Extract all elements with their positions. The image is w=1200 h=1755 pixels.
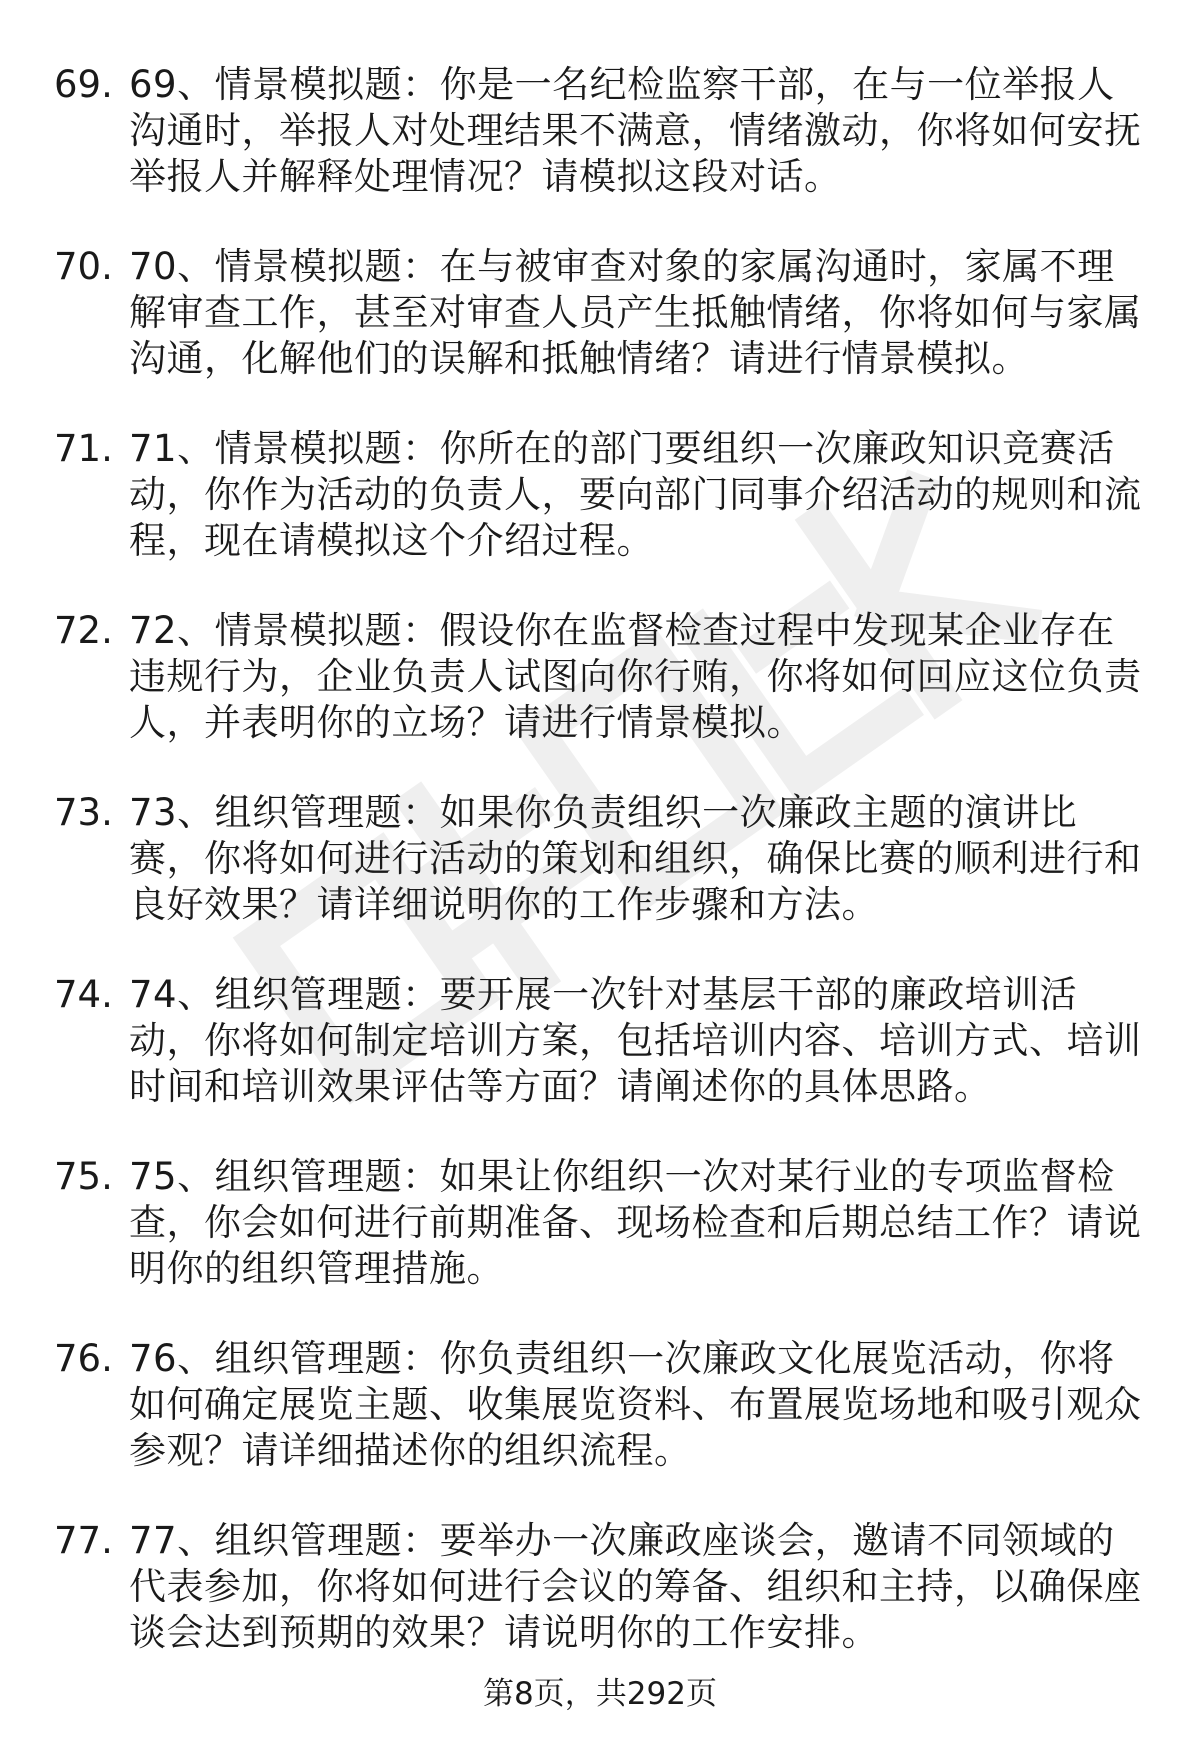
- question-item-76: [0, 1336, 1200, 1518]
- question-item-71: [0, 426, 1200, 608]
- question-text: 75、组织管理题：如果让你组织一次对某行业的专项监督检查，你会如何进行前期准备、现场检查和后期总结工作？请说明你的组织管理措施。: [129, 1155, 1142, 1290]
- question-text: 72、情景模拟题：假设你在监督检查过程中发现某企业存在违规行为，企业负责人试图向你行贿，你将如何回应这位负责人，并表明你的立场？请进行情景模拟。: [129, 609, 1142, 744]
- question-item-75: [0, 1154, 1200, 1336]
- question-number: 71.: [54, 427, 113, 470]
- question-text: 71、情景模拟题：你所在的部门要组织一次廉政知识竞赛活动，你作为活动的负责人，要向部门同事介绍活动的规则和流程，现在请模拟这个介绍过程。: [129, 427, 1142, 562]
- question-list: [0, 62, 1200, 1700]
- question-item-69: [0, 62, 1200, 244]
- question-number: 74.: [54, 973, 113, 1016]
- question-text: 70、情景模拟题：在与被审查对象的家属沟通时，家属不理解审查工作，甚至对审查人员产生抵触情绪，你将如何与家属沟通，化解他们的误解和抵触情绪？请进行情景模拟。: [129, 245, 1142, 380]
- question-item-77: [0, 1518, 1200, 1700]
- question-text: 69、情景模拟题：你是一名纪检监察干部，在与一位举报人沟通时，举报人对处理结果不满意，情绪激动，你将如何安抚举报人并解释处理情况？请模拟这段对话。: [129, 63, 1142, 198]
- question-text: 73、组织管理题：如果你负责组织一次廉政主题的演讲比赛，你将如何进行活动的策划和组织，确保比赛的顺利进行和良好效果？请详细说明你的工作步骤和方法。: [129, 791, 1142, 926]
- question-number: 77.: [54, 1519, 113, 1562]
- question-number: 75.: [54, 1155, 113, 1198]
- question-number: 70.: [54, 245, 113, 288]
- question-number: 73.: [54, 791, 113, 834]
- question-number: 76.: [54, 1337, 113, 1380]
- question-item-72: [0, 608, 1200, 790]
- question-item-73: [0, 790, 1200, 972]
- question-text: 76、组织管理题：你负责组织一次廉政文化展览活动，你将如何确定展览主题、收集展览资料、布置展览场地和吸引观众参观？请详细描述你的组织流程。: [129, 1337, 1142, 1472]
- question-text: 74、组织管理题：要开展一次针对基层干部的廉政培训活动，你将如何制定培训方案，包括培训内容、培训方式、培训时间和培训效果评估等方面？请阐述你的具体思路。: [129, 973, 1142, 1108]
- question-number: 72.: [54, 609, 113, 652]
- question-item-74: [0, 972, 1200, 1154]
- page-indicator: 第8页，共292页: [483, 1676, 717, 1712]
- question-text: 77、组织管理题：要举办一次廉政座谈会，邀请不同领域的代表参加，你将如何进行会议的筹备、组织和主持，以确保座谈会达到预期的效果？请说明你的工作安排。: [129, 1519, 1142, 1654]
- question-item-70: [0, 244, 1200, 426]
- question-number: 69.: [54, 63, 113, 106]
